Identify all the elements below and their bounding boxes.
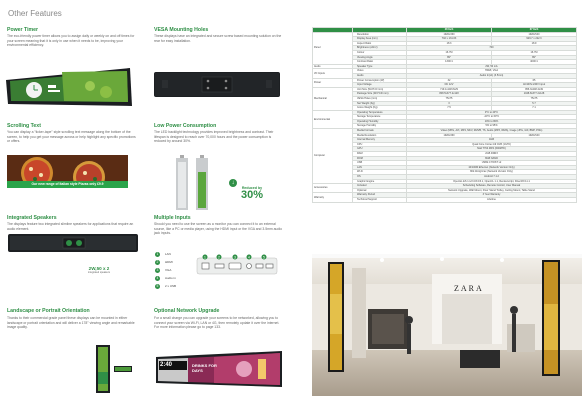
spec-value: 1920x360 (407, 32, 492, 37)
spec-value: 719.1x148.8x29 (407, 87, 492, 92)
spec-value: Network Upgrade, Wall Mount, Floor Stand Trolley, Ceiling Mount, Table Stand (407, 188, 577, 193)
spec-label: Included (353, 184, 407, 189)
spec-label: Net Weight (Kg) (353, 101, 407, 106)
spec-category: Accessories (313, 184, 353, 193)
spec-label: Viewing Angle (353, 55, 407, 60)
spec-label: Storage Humidity (353, 124, 407, 129)
spec-value: DC 12V (407, 83, 492, 88)
spec-header-cell: 37 Inch (492, 28, 577, 33)
low-power-text: The LED backlight technology provides improved brightness and contrast. Their lifespan is designed to reach over 70,000 hours and the power consumption is reduced by around 30%. (154, 130, 274, 144)
spec-label: Package Size (W×H×D mm) (353, 92, 407, 97)
spec-value: 8GB NAND (407, 156, 577, 161)
power-timer-text: The eco-friendly power timer allows you to assign daily or weekly on and off times for your screen meaning that it is only in use when it needs to be, improving your environmental efficiency. (7, 34, 135, 48)
battery-image (172, 154, 218, 210)
spec-value: AC100V-240V Input (492, 83, 577, 88)
watt-badge (86, 266, 112, 280)
spec-value: Audio In(x1) (3.5mm) (407, 73, 577, 78)
spec-value: Video (MPG, AVI, MP4, MKV, RMVB, TS, Audio (MP3, WMA), Image (JPG, GIF, BMP, PNG) (407, 129, 577, 134)
spec-value: 7.1 (492, 106, 577, 111)
network-title: Optional Network Upgrade (154, 308, 220, 314)
svg-text:1: 1 (204, 255, 206, 260)
inputs-text: Should you need to use the screen as a monitor you can connect it to an external source, like a PC or media player, using the HDMI input or the VGA and 3.5mm audio jack inputs. (154, 222, 282, 236)
spec-value: 4000:1 (492, 60, 577, 65)
spec-value: 2GB DDR3 (407, 152, 577, 157)
inputs-title: Multiple Inputs (154, 215, 191, 221)
spec-label: Technical Support (353, 197, 407, 202)
usb-port-icon (256, 264, 263, 268)
spec-label: Warranty Period (353, 193, 407, 198)
spec-label: Storage Temperature (353, 115, 407, 120)
store-sign: ZARA (454, 284, 484, 293)
spec-label: Wi-Fi (353, 170, 407, 175)
spec-label: USB (353, 161, 407, 166)
spec-value: 700 (407, 46, 577, 51)
spec-value: 16:9 (492, 41, 577, 46)
spec-label: Contrast Ratio (353, 60, 407, 65)
scrolling-text-text: You can display a "ticker-tape" style scrolling text message along the bottom of the screen, to help you get your message across or help highlight any specific promotions or offers. (7, 130, 136, 144)
spec-label: Media Resolution (353, 133, 407, 138)
spec-category: Computer (313, 129, 353, 184)
spec-value: 2W, 50 mA (407, 64, 577, 69)
watt-value: 2W,50 x 2 (88, 266, 110, 271)
page-title: Other Features (8, 9, 62, 18)
spec-label: Aspect Ratio (353, 41, 407, 46)
spec-value: Android 7.1.2 (407, 175, 577, 180)
spec-category: Environmental (313, 110, 353, 128)
input-item: 2 HDMI (156, 259, 173, 264)
ports-image (196, 254, 278, 276)
svg-text:4: 4 (248, 255, 250, 260)
reduced-by-label: Reduced by (241, 186, 263, 190)
sign-price: 2:40 (160, 362, 173, 368)
spec-value: 16:3 (407, 41, 492, 46)
spec-value: 16.7M (407, 50, 492, 55)
inputs-list (155, 250, 195, 290)
spec-label: Operating Humidity (353, 119, 407, 124)
spec-table-container (312, 27, 577, 203)
spec-value: Mali T764 MP4 (600MHz) (407, 147, 577, 152)
vesa-text: These displays have an integrated and secure screw based mounting solution on the rear for easy installation. (154, 34, 282, 43)
battery-fill (198, 172, 206, 208)
network-text: For a small charge you can upgrade your screens to be networked, allowing you to connect your screen via Wi-Fi, LAN or 4G, then remotely update it over the internet. For more information please go to page 133. (154, 316, 280, 330)
spec-label: Media Formats (353, 129, 407, 134)
spec-label: Optional (353, 188, 407, 193)
spec-value: 808.5x377.2x128 (407, 92, 492, 97)
scrolling-text-title: Scrolling Text (7, 123, 41, 129)
lan-port-icon (202, 263, 209, 269)
spec-value: 10/100M Ethernet (Network Version Only) (407, 165, 577, 170)
spec-label: Display Area (mm) (353, 37, 407, 42)
spec-value: Quad Core Cortex A9 CM3 (1GHz) (407, 142, 577, 147)
spec-label: ROM (353, 156, 407, 161)
spec-value: 7.5 (407, 106, 492, 111)
pizza-image (7, 155, 128, 181)
spec-value: -20°C to 60°C (407, 115, 577, 120)
spec-value: 16.7M (492, 50, 577, 55)
low-power-title: Low Power Consumption (154, 123, 217, 129)
spec-label: Speaker Type (353, 64, 407, 69)
spec-label: Gross Weight (Kg) (353, 106, 407, 111)
spec-value: 5.7 (492, 101, 577, 106)
spec-label: LAN (353, 165, 407, 170)
spec-label: OS (353, 175, 407, 180)
reduced-percent: 30% (240, 189, 264, 201)
spec-label: Power Consumption (W) (353, 78, 407, 83)
spec-header-cell: 28 Inch (407, 28, 492, 33)
spec-label: Graphic Engine (353, 179, 407, 184)
speaker-icon (66, 240, 72, 246)
input-item: 5 2 x USB (156, 283, 177, 288)
spec-value: 1048.8x377.2x128 (492, 92, 577, 97)
spec-value: 3 (407, 101, 492, 106)
spec-label: Audio (353, 73, 407, 78)
spec-label: Colour (353, 50, 407, 55)
usb-port-icon (266, 264, 273, 268)
vga-port-icon (229, 263, 241, 269)
orientation-title: Landscape or Portrait Orientation (7, 308, 90, 314)
input-item: 4 Audio in (156, 275, 176, 280)
spec-label: Internal Memory (353, 138, 407, 143)
orientation-image (86, 344, 134, 394)
spec-value: 1920x360 (407, 133, 492, 138)
spec-label: CPU (353, 142, 407, 147)
spec-value: USB2.0 HOST x2 (407, 161, 577, 166)
store-photo (312, 254, 582, 396)
spec-category: Power (313, 78, 353, 87)
spec-value: 3 Year Warranty (407, 193, 577, 198)
spec-category: Warranty (313, 193, 353, 202)
speakers-title: Integrated Speakers (7, 215, 57, 221)
spec-value: 929.7 x 222.3 (492, 37, 577, 42)
hdmi-port-icon (215, 264, 224, 268)
power-timer-title: Power Timer (7, 27, 39, 33)
svg-text:2: 2 (218, 255, 220, 260)
speaker-icon (76, 240, 82, 246)
spec-label: GPU (353, 147, 407, 152)
orientation-text: Thanks to their commercial grade panel these displays can be mounted in either landscape or portrait orientation and will deliver a 178° viewing angle and remarkable image quality. (7, 316, 135, 330)
spec-value: 89° (407, 55, 492, 60)
spec-value: 75x75 (407, 96, 492, 101)
spec-label: RAM (353, 152, 407, 157)
power-badge (235, 186, 269, 201)
spec-table (312, 27, 577, 203)
audio-port-icon (247, 264, 252, 269)
watt-sub: integrated speakers (88, 271, 110, 274)
spec-value: 32 (407, 78, 492, 83)
spec-value: 0°C to 40°C (407, 110, 577, 115)
spec-value: 75x75 (492, 96, 577, 101)
power-timer-image (2, 66, 135, 108)
spec-label: Video (353, 69, 407, 74)
svg-text:3: 3 (234, 255, 236, 260)
spec-value: 956.3x248.4x49 (492, 87, 577, 92)
spec-value: HDMI, VGA (407, 69, 577, 74)
spec-category: I/O Inputs (313, 69, 353, 78)
sign-text: DRINKS FOR DAYS (192, 363, 217, 373)
network-sign-image (154, 349, 284, 389)
spec-value: 89° (492, 55, 577, 60)
vesa-title: VESA Mounting Holes (154, 27, 209, 33)
down-arrow-icon: ↓ (229, 179, 237, 187)
spec-value: 1300:1 (407, 60, 492, 65)
speaker-bar-image (8, 234, 138, 252)
spec-value: 65 (492, 78, 577, 83)
input-item: 3 VGA (156, 267, 172, 272)
spec-value: 702 x 131.63 (407, 37, 492, 42)
spec-value: Scheduling Software, Remote Control, User Manual (407, 184, 577, 189)
spec-value: 802.11b/g/n/ac (Network Version Only) (407, 170, 577, 175)
spec-category: Mechanical (313, 87, 353, 110)
spec-label: Unit Size (W×H×D mm) (353, 87, 407, 92)
spec-label: Brightness (cd/m²) (353, 46, 407, 51)
spec-label: Resolution (353, 32, 407, 37)
spec-category: Audio (313, 64, 353, 69)
svg-text:5: 5 (263, 255, 265, 260)
spec-label: Operating Temperature (353, 110, 407, 115)
spec-row (313, 197, 577, 202)
spec-label: Input Voltage (353, 83, 407, 88)
spec-value: Lifetime (407, 197, 577, 202)
spec-label: VESA Holes (mm) (353, 96, 407, 101)
spec-value: 1920x540 (492, 32, 577, 37)
spec-value: 10% to 80% (407, 119, 577, 124)
speakers-text: The displays feature two integrated slimline speakers for applications that require an audio element. (7, 222, 134, 231)
spec-category: Panel (313, 32, 353, 64)
vesa-rear-image (154, 72, 280, 97)
spec-value: OpenGL ES 1.1/2.0/3.0/3.1, OpenCL 1.1, Renderscript, DirectX9 11.1 (407, 179, 577, 184)
spec-value: 5% to 95% (407, 124, 577, 129)
spec-value: 1920x540 (492, 133, 577, 138)
input-item: 1 LAN (156, 251, 171, 256)
spec-value: 4GB (407, 138, 577, 143)
scrolling-ticker: Our new range of Italian style Pizzas only £9.9 (7, 181, 128, 188)
